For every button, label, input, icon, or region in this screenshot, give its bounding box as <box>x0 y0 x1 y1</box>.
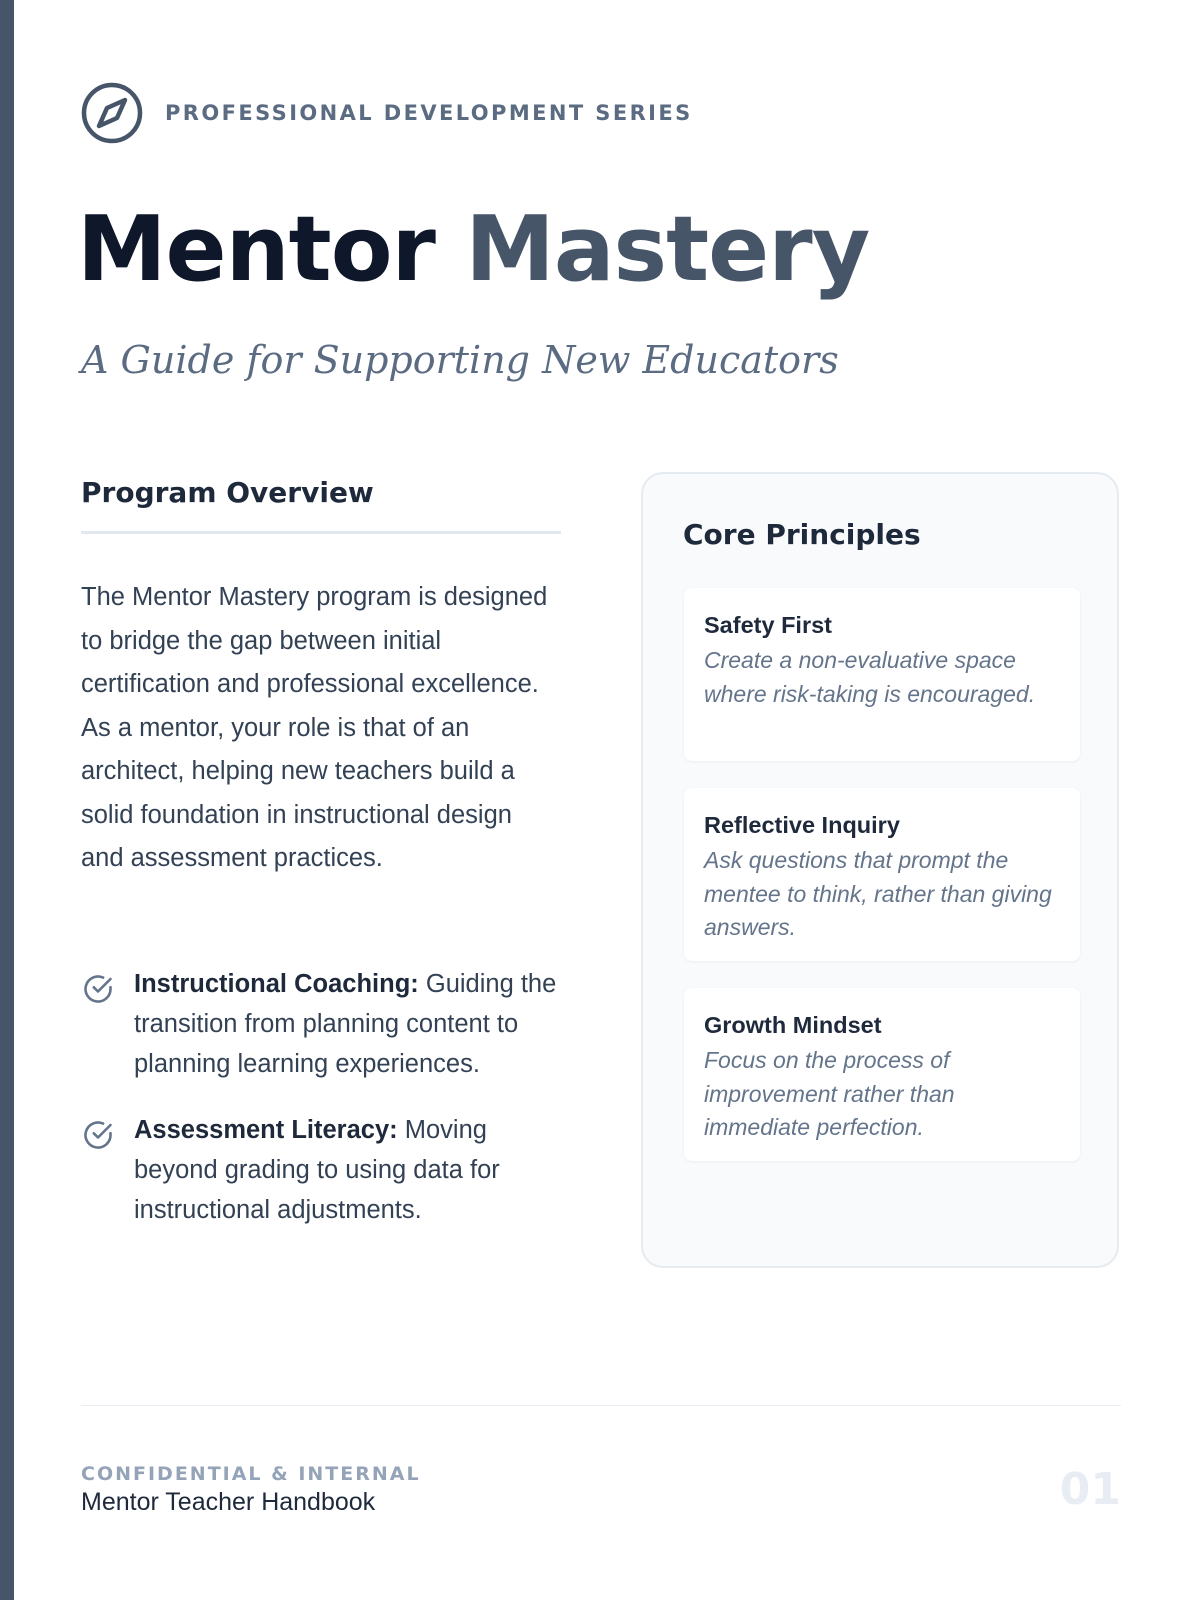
overview-heading: Program Overview <box>81 476 374 509</box>
title-main: Mentor <box>77 197 435 302</box>
list-item <box>81 1110 561 1230</box>
bullet-text: Moving beyond grading to using data for instructional adjustments. <box>134 1116 500 1224</box>
principle-title: Safety First <box>704 612 832 638</box>
footer-label: CONFIDENTIAL & INTERNAL <box>81 1463 421 1485</box>
series-header <box>81 82 693 144</box>
left-spine-bar <box>0 0 14 1600</box>
series-label: PROFESSIONAL DEVELOPMENT SERIES <box>165 101 693 125</box>
focus-area-list <box>81 964 561 1256</box>
principle-title: Reflective Inquiry <box>704 812 900 838</box>
bullet-term: Instructional Coaching: <box>134 970 419 998</box>
page-number: 01 <box>1059 1464 1121 1515</box>
principle-card-reflective-inquiry <box>684 788 1080 961</box>
check-circle-icon <box>81 972 115 1006</box>
check-circle-icon <box>81 1118 115 1152</box>
page-subtitle: A Guide for Supporting New Educators <box>81 338 839 382</box>
core-principles-card <box>641 472 1119 1268</box>
list-item <box>81 964 561 1084</box>
title-accent: Mastery <box>465 197 870 302</box>
principle-description: Ask questions that prompt the mentee to think, rather than giving answers. <box>704 847 1052 940</box>
overview-body: The Mentor Mastery program is designed to bridge the gap between initial certification and professional excellence. As a mentor, your role is that of an architect, helping new teachers build a solid foundation in instructional design and assessment practices. <box>81 583 548 872</box>
bullet-text: Guiding the transition from planning content to planning learning experiences. <box>134 970 557 1078</box>
principles-heading: Core Principles <box>683 518 921 551</box>
principle-title: Growth Mindset <box>704 1012 882 1038</box>
principle-card-safety-first <box>684 588 1080 761</box>
page-title <box>77 195 869 305</box>
handbook-page <box>77 0 1121 1600</box>
principle-description: Focus on the process of improvement rather than immediate perfection. <box>704 1047 955 1140</box>
principle-description: Create a non-evaluative space where risk-taking is encouraged. <box>704 647 1036 707</box>
footer-divider <box>81 1405 1121 1406</box>
footer-title: Mentor Teacher Handbook <box>81 1488 376 1516</box>
principle-card-growth-mindset <box>684 988 1080 1161</box>
bullet-term: Assessment Literacy: <box>134 1116 398 1144</box>
compass-icon <box>81 82 143 144</box>
overview-divider <box>81 531 561 534</box>
